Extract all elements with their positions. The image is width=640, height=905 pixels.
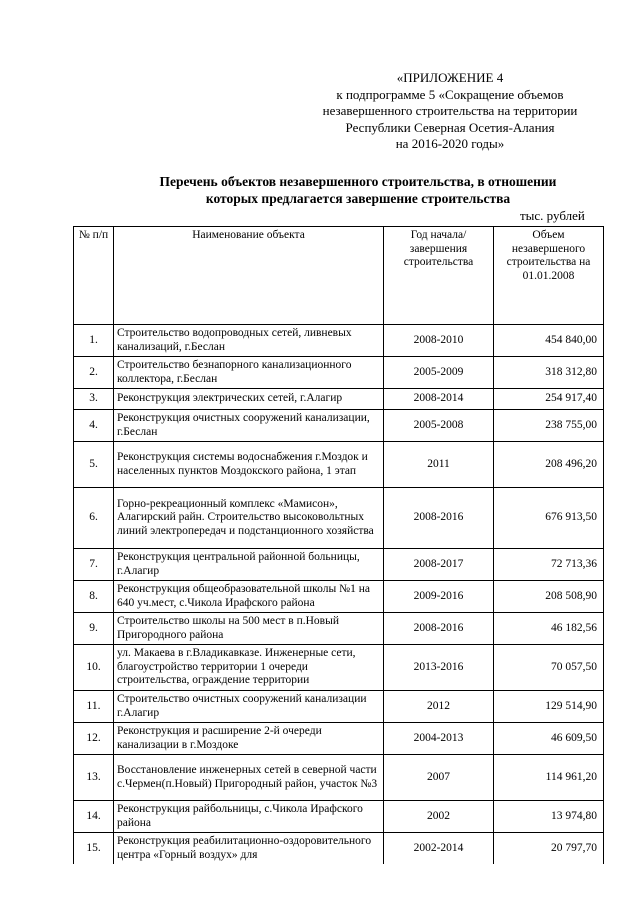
row-name: Реконструкция и расширение 2-й очереди канализации в г.Моздоке	[114, 723, 384, 755]
table-row	[74, 691, 604, 723]
row-volume: 676 913,50	[494, 488, 604, 549]
appendix-line: Республики Северная Осетия-Алания	[345, 119, 555, 135]
row-name: Строительство школы на 500 мест в п.Новый Пригородного района	[114, 613, 384, 645]
row-year: 2008-2010	[384, 325, 494, 357]
units-label: тыс. рублей	[520, 208, 585, 223]
table-row	[74, 801, 604, 833]
table-row	[74, 389, 604, 410]
appendix-line: незавершенного строительства на территории	[322, 103, 578, 118]
table-row	[74, 723, 604, 755]
row-year: 2008-2017	[384, 549, 494, 581]
row-name: Реконструкция очистных сооружений канализации, г.Беслан	[114, 410, 384, 442]
row-volume: 72 713,36	[494, 549, 604, 581]
row-num: 5.	[74, 442, 114, 488]
appendix-line: к подпрограмме 5 «Сокращение объемов	[336, 86, 564, 102]
row-name: Восстановление инженерных сетей в северной части с.Чермен(п.Новый) Пригородный район, участок №3	[114, 755, 384, 801]
row-year: 2005-2008	[384, 410, 494, 442]
table-row	[74, 645, 604, 691]
row-num: 15.	[74, 833, 114, 865]
row-num: 4.	[74, 410, 114, 442]
row-num: 8.	[74, 581, 114, 613]
row-name: Реконструкция электрических сетей, г.Алагир	[114, 389, 384, 410]
row-volume: 318 312,80	[494, 357, 604, 389]
row-volume: 238 755,00	[494, 410, 604, 442]
row-num: 7.	[74, 549, 114, 581]
row-name: Строительство очистных сооружений канализации г.Алагир	[114, 691, 384, 723]
row-name: Реконструкция райбольницы, с.Чикола Ирафского района	[114, 801, 384, 833]
row-num: 3.	[74, 389, 114, 410]
row-name: Реконструкция центральной районной больницы, г.Алагир	[114, 549, 384, 581]
row-volume: 208 508,90	[494, 581, 604, 613]
row-name: Реконструкция системы водоснабжения г.Моздок и населенных пунктов Моздокского района, 1 этап	[114, 442, 384, 488]
row-volume: 114 961,20	[494, 755, 604, 801]
header-num: № п/п	[74, 227, 114, 325]
table-row	[74, 488, 604, 549]
row-name: Строительство безнапорного канализационного коллектора, г.Беслан	[114, 357, 384, 389]
document-title	[78, 173, 638, 207]
row-volume: 70 057,50	[494, 645, 604, 691]
table-row	[74, 442, 604, 488]
header-year: Год начала/завершения строительства	[384, 227, 494, 325]
row-year: 2004-2013	[384, 723, 494, 755]
table-row	[74, 325, 604, 357]
table-header-row	[74, 227, 604, 325]
table-row	[74, 833, 604, 865]
title-line-1: Перечень объектов незавершенного строительства, в отношении	[159, 174, 557, 189]
table-row	[74, 581, 604, 613]
title-line-2: которых предлагается завершение строительства	[205, 191, 511, 206]
row-year: 2008-2016	[384, 488, 494, 549]
row-num: 9.	[74, 613, 114, 645]
row-year: 2007	[384, 755, 494, 801]
row-num: 10.	[74, 645, 114, 691]
row-num: 11.	[74, 691, 114, 723]
row-volume: 129 514,90	[494, 691, 604, 723]
row-volume: 208 496,20	[494, 442, 604, 488]
row-volume: 13 974,80	[494, 801, 604, 833]
row-year: 2011	[384, 442, 494, 488]
row-name: Строительство водопроводных сетей, ливневых канализаций, г.Беслан	[114, 325, 384, 357]
row-name: ул. Макаева в г.Владикавказе. Инженерные сети, благоустройство территории 1 очереди строительства, ограждение территории	[114, 645, 384, 691]
header-name: Наименование объекта	[114, 227, 384, 325]
appendix-header	[270, 70, 630, 153]
row-volume: 46 182,56	[494, 613, 604, 645]
header-volume: Объем незавершеного строительства на 01.01.2008	[494, 227, 604, 325]
row-year: 2005-2009	[384, 357, 494, 389]
row-year: 2013-2016	[384, 645, 494, 691]
appendix-line: «ПРИЛОЖЕНИЕ 4	[396, 70, 504, 85]
table-row	[74, 549, 604, 581]
row-name: Реконструкция общеобразовательной школы №1 на 640 уч.мест, с.Чикола Ирафского района	[114, 581, 384, 613]
table-row	[74, 755, 604, 801]
row-year: 2008-2014	[384, 389, 494, 410]
row-num: 12.	[74, 723, 114, 755]
row-volume: 20 797,70	[494, 833, 604, 865]
appendix-line: на 2016-2020 годы»	[395, 136, 505, 151]
objects-table	[73, 226, 604, 864]
table-row	[74, 357, 604, 389]
row-volume: 454 840,00	[494, 325, 604, 357]
table-row	[74, 410, 604, 442]
row-num: 1.	[74, 325, 114, 357]
row-year: 2012	[384, 691, 494, 723]
row-name: Реконструкция реабилитационно-оздоровительного центра «Горный воздух» для	[114, 833, 384, 865]
row-num: 2.	[74, 357, 114, 389]
row-volume: 254 917,40	[494, 389, 604, 410]
row-year: 2009-2016	[384, 581, 494, 613]
row-year: 2002-2014	[384, 833, 494, 865]
table-row	[74, 613, 604, 645]
row-num: 13.	[74, 755, 114, 801]
row-num: 6.	[74, 488, 114, 549]
row-year: 2008-2016	[384, 613, 494, 645]
row-name: Горно-рекреационный комплекс «Мамисон», Алагирский райн. Строительство высоковольтных линий электропередач и подстанционного хозяйства	[114, 488, 384, 549]
row-volume: 46 609,50	[494, 723, 604, 755]
row-year: 2002	[384, 801, 494, 833]
row-num: 14.	[74, 801, 114, 833]
